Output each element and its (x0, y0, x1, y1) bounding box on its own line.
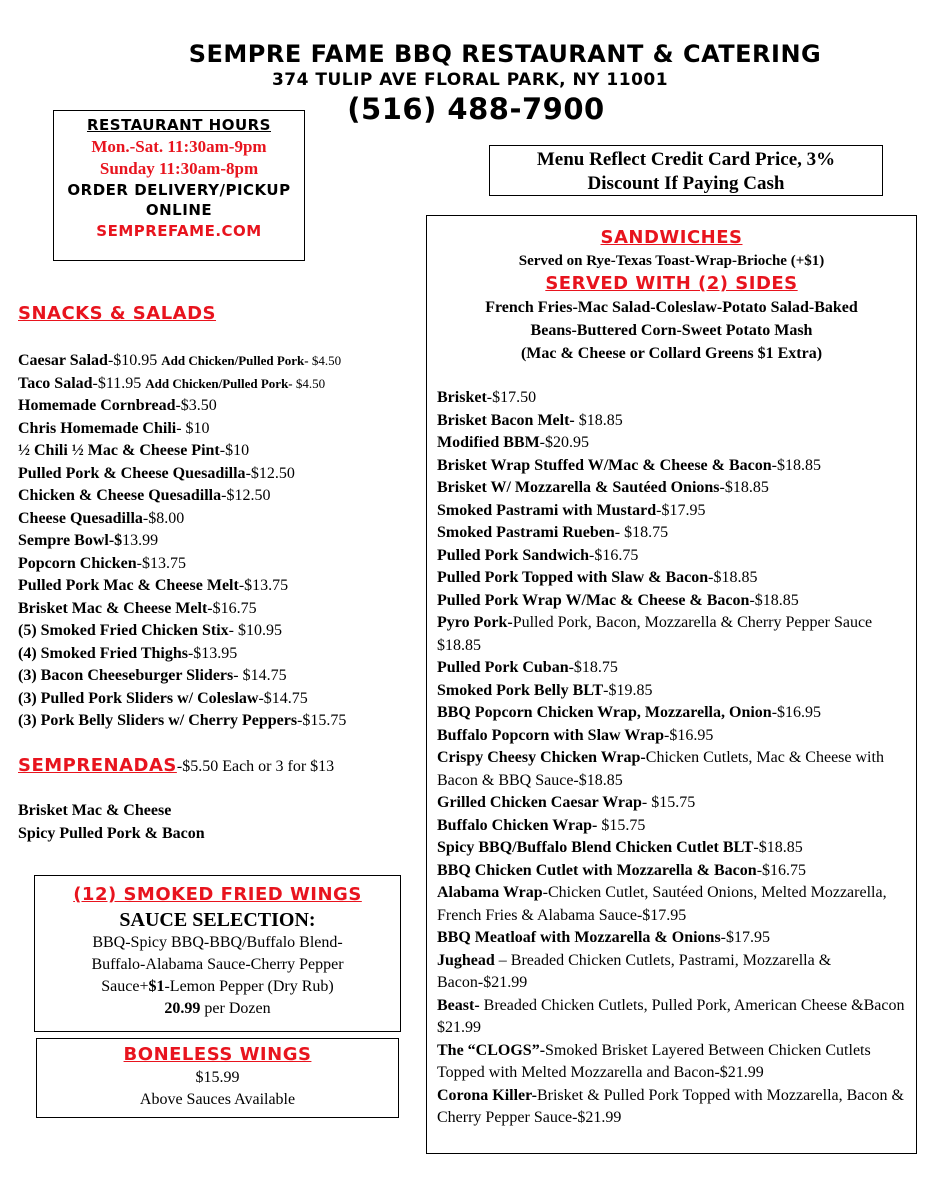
boneless-price: $15.99 (195, 1069, 240, 1086)
menu-item: Sempre Bowl-$13.99 (18, 532, 159, 549)
sauce-line: Buffalo-Alabama Sauce-Cherry Pepper (91, 956, 344, 973)
menu-item: (5) Smoked Fried Chicken Stix- $10.95 (18, 622, 282, 639)
menu-item: Buffalo Popcorn with Slaw Wrap-$16.95 (437, 726, 714, 744)
menu-item: Pulled Pork Cuban-$18.75 (437, 659, 618, 676)
boneless-note: Above Sauces Available (139, 1091, 296, 1108)
menu-item: Smoked Pork Belly BLT-$19.85 (437, 681, 653, 699)
semprenadas-title: SEMPRENADAS (18, 754, 177, 776)
menu-item: Pyro Pork-Pulled Pork, Bacon, Mozzarella & Cherry Pepper Sauce $18.85 (437, 614, 873, 654)
cash-discount-notice (489, 145, 883, 196)
sauce-line: Sauce+$1-Lemon Pepper (Dry Rub) (101, 978, 334, 995)
menu-item: Pulled Pork Mac & Cheese Melt-$13.75 (18, 577, 289, 594)
menu-item: Jughead – Breaded Chicken Cutlets, Pastrami, Mozzarella & Bacon-$21.99 (437, 951, 832, 991)
menu-item: (3) Pulled Pork Sliders w/ Coleslaw-$14.75 (18, 689, 308, 707)
hours-weekday: Mon.-Sat. 11:30am-9pm (91, 137, 267, 156)
menu-item: Brisket-$17.50 (437, 389, 537, 406)
menu-item: The “CLOGS”-Smoked Brisket Layered Between Chicken Cutlets Topped with Melted Mozzarella and Bacon-$21.99 (437, 1041, 871, 1081)
menu-item: Buffalo Chicken Wrap- $15.75 (437, 816, 646, 834)
menu-item: Spicy BBQ/Buffalo Blend Chicken Cutlet BLT-$18.85 (437, 839, 803, 856)
menu-item: Homemade Cornbread-$3.50 (18, 397, 217, 414)
menu-item: (3) Pork Belly Sliders w/ Cherry Peppers-$15.75 (18, 712, 347, 729)
restaurant-phone: (516) 488-7900 (347, 92, 605, 126)
menu-item: Brisket W/ Mozzarella & Sautéed Onions-$18.85 (437, 479, 769, 496)
menu-item: Taco Salad-$11.95 Add Chicken/Pulled Pork- $4.50 (18, 374, 326, 392)
sauce-line: BBQ-Spicy BBQ-BBQ/Buffalo Blend- (92, 934, 343, 951)
semprenadas-pricing: -$5.50 Each or 3 for $13 (176, 757, 335, 775)
menu-item: Brisket Bacon Melt- $18.85 (437, 411, 623, 429)
menu-item: Brisket Mac & Cheese (18, 802, 172, 819)
discount-line2: Discount If Paying Cash (587, 173, 785, 194)
boneless-title: BONELESS WINGS (123, 1044, 312, 1065)
restaurant-address: 374 TULIP AVE FLORAL PARK, NY 11001 (271, 70, 669, 90)
website-link[interactable]: SEMPREFAME.COM (96, 222, 262, 240)
sandwiches-title: SANDWICHES (600, 227, 743, 248)
menu-item: Alabama Wrap-Chicken Cutlet, Sautéed Onions, Melted Mozzarella, French Fries & Alabama Sauce-$17.95 (437, 884, 887, 924)
menu-item: BBQ Chicken Cutlet with Mozzarella & Bacon-$16.75 (437, 861, 807, 879)
sandwiches-box (426, 215, 917, 1154)
menu-item: Caesar Salad-$10.95 Add Chicken/Pulled Pork- $4.50 (18, 352, 342, 369)
menu-item: Modified BBM-$20.95 (437, 434, 589, 451)
order-online-line2: ONLINE (145, 201, 213, 219)
menu-item: Beast- Breaded Chicken Cutlets, Pulled Pork, American Cheese &Bacon $21.99 (437, 996, 905, 1036)
order-online-line1: ORDER DELIVERY/PICKUP (67, 181, 291, 199)
menu-item: (3) Bacon Cheeseburger Sliders- $14.75 (18, 667, 287, 684)
wings-title: (12) SMOKED FRIED WINGS (73, 884, 362, 905)
menu-item: ½ Chili ½ Mac & Cheese Pint-$10 (18, 442, 250, 459)
menu-item: (4) Smoked Fried Thighs-$13.95 (18, 644, 238, 662)
menu-item: Spicy Pulled Pork & Bacon (18, 824, 205, 842)
wings-price: 20.99 per Dozen (164, 1000, 271, 1017)
hours-box (53, 110, 305, 261)
menu-item: Chicken & Cheese Quesadilla-$12.50 (18, 487, 271, 504)
menu-item: Pulled Pork Wrap W/Mac & Cheese & Bacon-$18.85 (437, 591, 799, 609)
boneless-wings-box (36, 1038, 399, 1118)
restaurant-name: SEMPRE FAME BBQ RESTAURANT & CATERING (188, 40, 822, 68)
wings-box (34, 875, 401, 1032)
snacks-title: SNACKS & SALADS (18, 303, 217, 324)
sides-line: (Mac & Cheese or Collard Greens $1 Extra) (520, 345, 823, 362)
menu-item: BBQ Meatloaf with Mozzarella & Onions-$17.95 (437, 929, 770, 946)
sides-title: SERVED WITH (2) SIDES (545, 273, 798, 294)
menu-item: Chris Homemade Chili- $10 (18, 419, 210, 437)
sauce-heading: SAUCE SELECTION: (119, 909, 316, 931)
sides-line: Beans-Buttered Corn-Sweet Potato Mash (530, 322, 813, 339)
menu-item: Grilled Chicken Caesar Wrap- $15.75 (437, 794, 696, 811)
menu-item: Corona Killer-Brisket & Pulled Pork Topped with Mozzarella, Bacon & Cherry Pepper Sauce-$21.99 (437, 1086, 904, 1126)
menu-item: Brisket Wrap Stuffed W/Mac & Cheese & Bacon-$18.85 (437, 456, 821, 474)
sandwich-list (427, 387, 916, 1130)
snacks-column (18, 303, 428, 845)
bread-options: Served on Rye-Texas Toast-Wrap-Brioche (+$1) (518, 253, 825, 269)
menu-item: Pulled Pork Topped with Slaw & Bacon-$18.85 (437, 569, 758, 586)
menu-item: BBQ Popcorn Chicken Wrap, Mozzarella, Onion-$16.95 (437, 704, 822, 721)
menu-item: Smoked Pastrami Rueben- $18.75 (437, 524, 669, 541)
menu-item: Pulled Pork & Cheese Quesadilla-$12.50 (18, 464, 295, 482)
sides-line: French Fries-Mac Salad-Coleslaw-Potato Salad-Baked (485, 299, 858, 316)
discount-line1: Menu Reflect Credit Card Price, 3% (536, 149, 836, 170)
menu-item: Cheese Quesadilla-$8.00 (18, 509, 185, 527)
menu-item: Smoked Pastrami with Mustard-$17.95 (437, 501, 706, 519)
semprenadas-heading (18, 755, 428, 779)
menu-item: Popcorn Chicken-$13.75 (18, 554, 186, 572)
menu-item: Pulled Pork Sandwich-$16.75 (437, 546, 639, 564)
hours-sunday: Sunday 11:30am-8pm (99, 159, 259, 178)
menu-item: Brisket Mac & Cheese Melt-$16.75 (18, 599, 257, 617)
snacks-list (18, 395, 428, 733)
menu-item: Crispy Cheesy Chicken Wrap-Chicken Cutlets, Mac & Cheese with Bacon & BBQ Sauce-$18.85 (437, 749, 884, 789)
hours-heading: RESTAURANT HOURS (86, 116, 271, 134)
